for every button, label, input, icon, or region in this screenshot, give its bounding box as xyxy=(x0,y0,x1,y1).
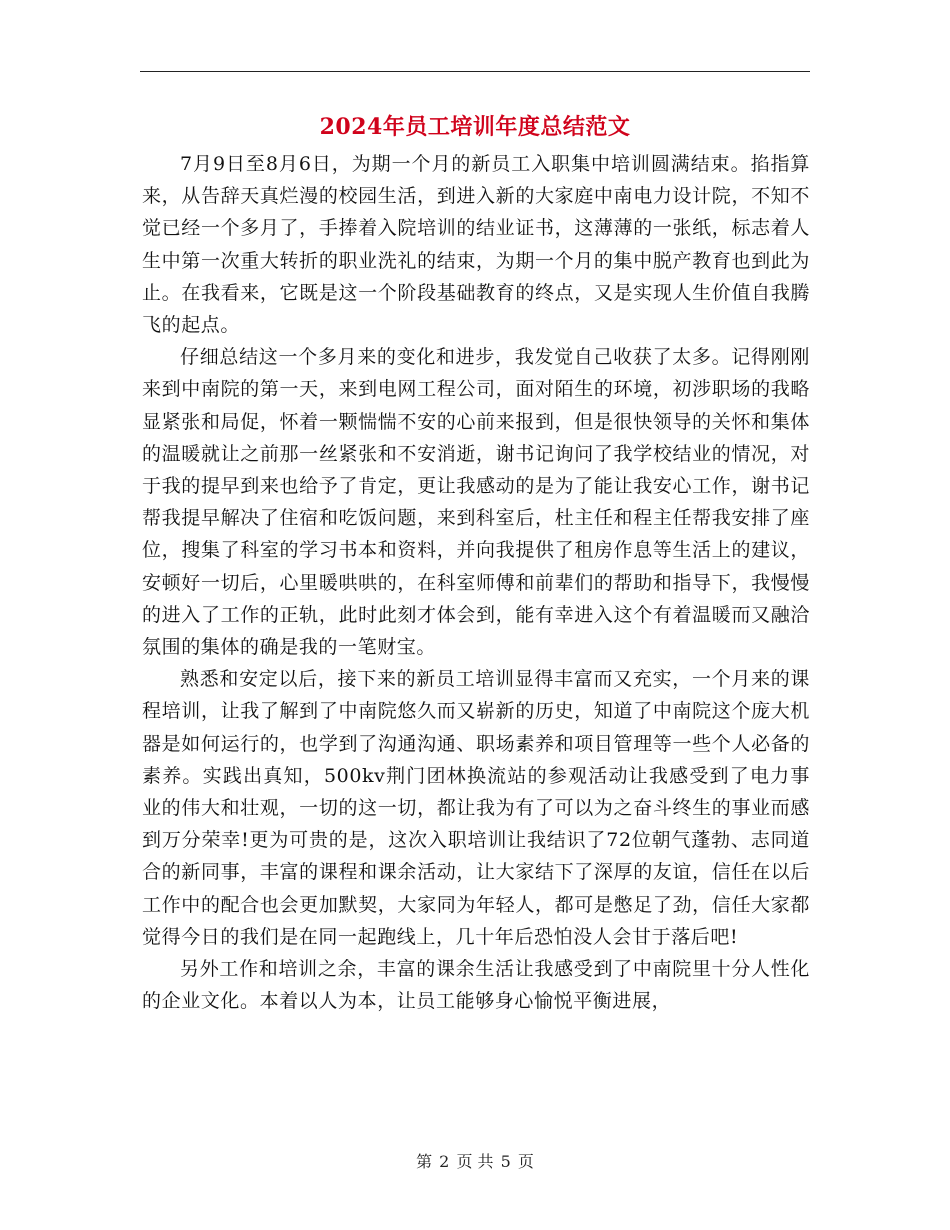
header-rule xyxy=(140,71,810,72)
document-title: 2024年员工培训年度总结范文 xyxy=(319,114,631,140)
document-body xyxy=(142,148,810,1017)
page-footer xyxy=(140,1150,810,1174)
paragraph-2: 仔细总结这一个多月来的变化和进步，我发觉自己收获了太多。记得刚刚来到中南院的第一天，来到电网工程公司，面对陌生的环境，初涉职场的我略显紧张和局促，怀着一颗惴惴不安的心前来报到，但是很快领导的关怀和集体的温暖就让之前那一丝紧张和不安消逝，谢书记询问了我学校结业的情况，对于我的提早到来也给予了肯定，更让我感动的是为了能让我安心工作，谢书记帮我提早解决了住宿和吃饭问题，来到科室后，杜主任和程主任帮我安排了座位，搜集了科室的学习书本和资料，并向我提供了租房作息等生活上的建议，安顿好一切后，心里暖哄哄的，在科室师傅和前辈们的帮助和指导下，我慢慢的进入了工作的正轨，此时此刻才体会到，能有幸进入这个有着温暖而又融洽氛围的集体的确是我的一笔财宝。 xyxy=(142,346,810,659)
footer-prefix: 第 xyxy=(416,1152,433,1171)
paragraph-4: 另外工作和培训之余，丰富的课余生活让我感受到了中南院里十分人性化的企业文化。本着以人为本，让员工能够身心愉悦平衡进展， xyxy=(142,958,810,1013)
footer-total-pages: 5 xyxy=(500,1152,511,1171)
paragraph-1: 7月9日至8月6日，为期一个月的新员工入职集中培训圆满结束。掐指算来，从告辞天真烂漫的校园生活，到进入新的大家庭中南电力设计院，不知不觉已经一个多月了，手捧着入院培训的结业证书，这薄薄的一张纸，标志着人生中第一次重大转折的职业洗礼的结束，为期一个月的集中脱产教育也到此为止。在我看来，它既是这一个阶段基础教育的终点，又是实现人生价值自我腾飞的起点。 xyxy=(142,153,810,337)
footer-middle: 页 共 xyxy=(456,1152,494,1171)
paragraph-3: 熟悉和安定以后，接下来的新员工培训显得丰富而又充实，一个月来的课程培训，让我了解到了中南院悠久而又崭新的历史，知道了中南院这个庞大机器是如何运行的，也学到了沟通沟通、职场素养和项目管理等一些个人必备的素养。实践出真知，500kv荆门团林换流站的参观活动让我感受到了电力事业的伟大和壮观，一切的这一切，都让我为有了可以为之奋斗终生的事业而感到万分荣幸!更为可贵的是，这次入职培训让我结识了72位朝气蓬勃、志同道合的新同事，丰富的课程和课余活动，让大家结下了深厚的友谊，信任在以后工作中的配合也会更加默契，大家同为年轻人，都可是憋足了劲，信任大家都觉得今日的我们是在同一起跑线上，几十年后恐怕没人会甘于落后吧! xyxy=(142,668,810,948)
footer-current-page: 2 xyxy=(439,1152,450,1171)
footer-suffix: 页 xyxy=(517,1152,534,1171)
